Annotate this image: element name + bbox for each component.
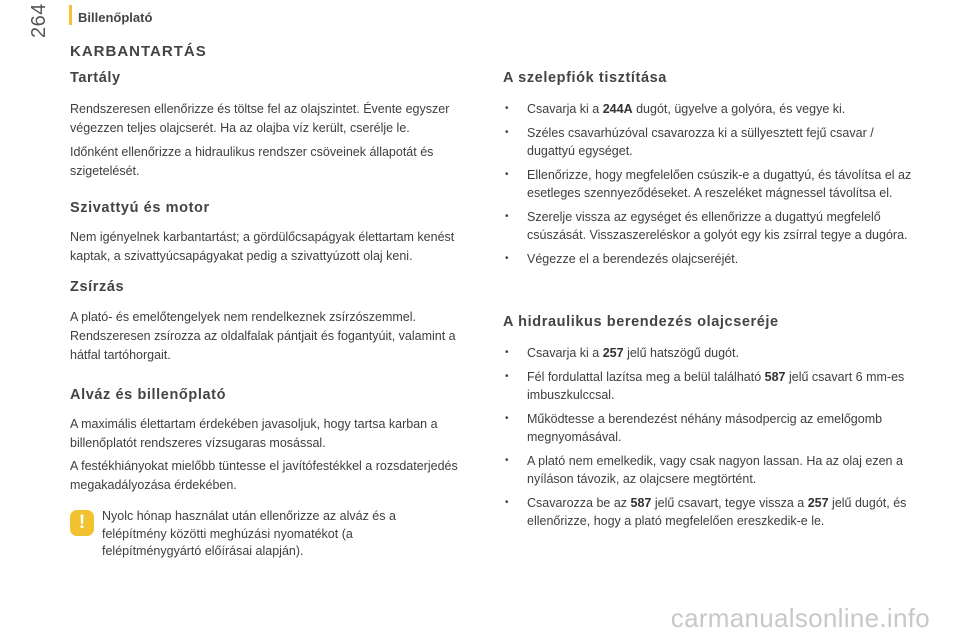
list-item: • Fél fordulattal lazítsa meg a belül található 587 jelű csavart 6 mm-es imbuszkulccsal. [505,369,905,402]
bullet-icon: • [505,126,509,138]
section-heading-olajcsere: A hidraulikus berendezés olajcseréje [503,314,779,330]
list-item: • Széles csavarhúzóval csavarozza ki a süllyesztett fejű csavar / dugattyú egységet. [505,125,874,158]
szelepfiok-bullet-list [503,100,923,268]
section-heading-alvaz: Alváz és billenőplató [70,387,227,403]
bullet-icon: • [505,168,509,180]
bullet-icon: • [505,370,509,382]
bullet-icon: • [505,210,509,222]
list-item: • Szerelje vissza az egységet és ellenőrizze a dugattyú megfelelő csúszását. Visszaszereléskor a golyót egy kis zsírral tegye a dugóra. [505,209,908,242]
bullet-icon: • [505,496,509,508]
header-accent-bar [69,5,72,25]
list-item: • Ellenőrizze, hogy megfelelően csúszik-e a dugattyú, és távolítsa el az esetleges szennyeződéseket. A reszeléket mágnessel távolítsa el. [505,167,912,200]
header-title: Billenőplató [78,10,153,25]
list-item: • Csavarja ki a 257 jelű hatszögű dugót. [503,344,923,363]
alvaz-paragraph-1: A maximális élettartam érdekében javasoljuk, hogy tartsa karban a billenőplatót rendszeres vízsugaras mosással. [70,417,438,450]
list-item: • A plató nem emelkedik, vagy csak nagyon lassan. Ha az olaj ezen a nyíláson távozik, az olajcsere megtörtént. [505,453,903,486]
left-column [70,60,480,495]
tartaly-paragraph-1: Rendszeresen ellenőrizze és töltse fel az olajszintet. Évente egyszer végezzen teljes olajcserét. Ha az olajba víz került, cserélje le. [70,102,450,135]
section-heading-tartaly: Tartály [70,70,121,86]
watermark: carmanualsonline.info [670,603,930,633]
warning-icon: ! [70,510,94,536]
szivattyu-paragraph-1: Nem igényelnek karbantartást; a gördülőcsapágyak élettartam kenést kaptak, a szivattyúcsapágyakat pedig a szivattyúzott olaj keni. [70,230,455,263]
bullet-icon: • [505,454,509,466]
olajcsere-bullet-list [503,344,923,531]
list-item: • Végezze el a berendezés olajcseréjét. [503,250,923,269]
right-column [503,60,923,531]
alvaz-paragraph-2: A festékhiányokat mielőbb tüntesse el javítófestékkel a rozsdaterjedés megakadályozása érdekében. [70,459,458,492]
zsirzas-paragraph-1: A plató- és emelőtengelyek nem rendelkeznek zsírzószemmel. Rendszeresen zsírozza az oldalfalak pántjait és fogantyúit, valamint a hátfal tartóhorgait. [70,310,456,362]
warning-note [70,508,470,564]
bullet-icon: • [505,347,509,358]
page-number: 264 [28,3,50,38]
bullet-icon: • [505,252,509,264]
list-item: • Csavarozza be az 587 jelű csavart, tegye vissza a 257 jelű dugót, és ellenőrizze, hogy a plató megfelelően ereszkedik-e le. [505,495,907,528]
warning-note-text: Nyolc hónap használat után ellenőrizze az alváz és a felépítmény közötti meghúzási nyomatékot (a felépítménygyártó előírásai alapján). [102,509,396,558]
list-item: • Működtesse a berendezést néhány másodpercig az emelőgomb megnyomásával. [505,411,883,444]
section-heading-zsirzas: Zsírzás [70,279,125,295]
section-heading-szelepfiok: A szelepfiók tisztítása [503,70,667,86]
main-title: KARBANTARTÁS [70,43,207,60]
bullet-icon: • [505,103,509,114]
section-heading-szivattyu: Szivattyú és motor [70,200,210,216]
list-item: • Csavarja ki a 244A dugót, ügyelve a golyóra, és vegye ki. [503,100,923,119]
bullet-icon: • [505,412,509,424]
tartaly-paragraph-2: Időnként ellenőrizze a hidraulikus rendszer csöveinek állapotát és szigetelését. [70,145,434,178]
